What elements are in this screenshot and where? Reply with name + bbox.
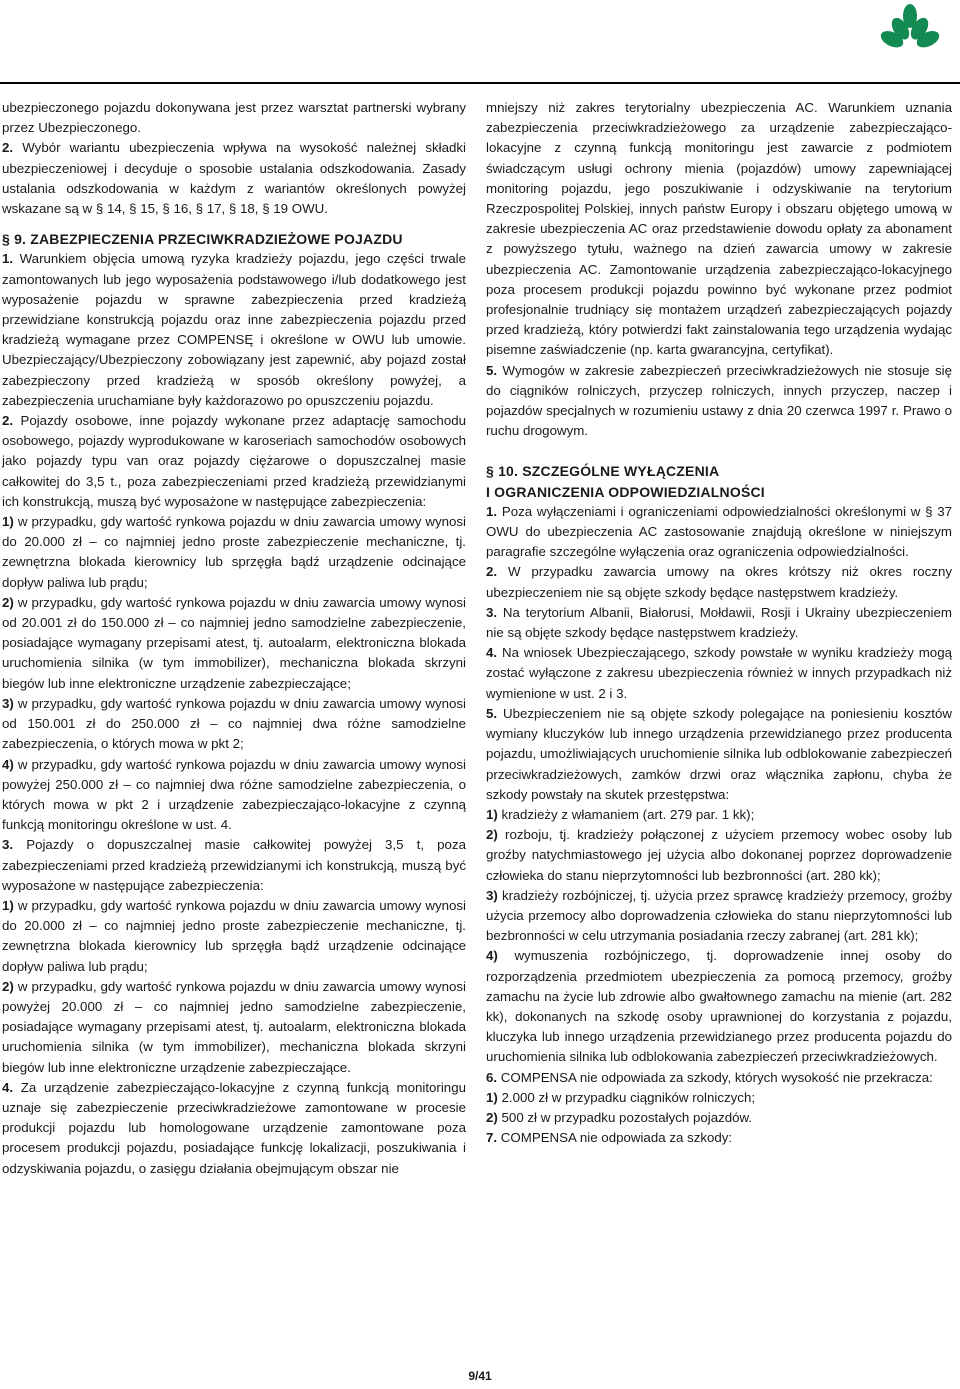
section-title-line-2: I OGRANICZENIA ODPOWIEDZIALNOŚCI: [486, 483, 765, 500]
paragraph: 2. W przypadku zawarcia umowy na okres krótszy niż okres roczny ubezpieczeniem nie są objęte szkody będące następstwem kradzieży.: [486, 564, 952, 600]
list-item: 4) w przypadku, gdy wartość rynkowa pojazdu w dniu zawarcia umowy wynosi powyżej 250.000 zł – co najmniej dwa różne samodzielne zabezpieczenia, o których mowa w pkt 2 i urządzenie zabezpieczająco-lokacyjne z czynną funkcją monitoringu określone w ust. 4.: [2, 756, 466, 833]
list-item: 4) wymuszenia rozbójniczego, tj. doprowadzenie innej osoby do rozporządzenia przedmiotem ubezpieczenia za pomocą przemocy, groźby zamachu na życie lub zdrowie albo gwałtownego zamachu na mienie (art. 282 kk), dokonanych na szkodę osoby uprawnionej do korzystania z pojazdu, kluczyka lub innego urządzenia przewidzianego przez producenta pojazdu do uruchomienia silnika lub odblokowania zabezpieczeń przeciwkradzieżowych.: [486, 948, 952, 1065]
paragraph: 4. Na wniosek Ubezpieczającego, szkody powstałe w wyniku kradzieży mogą zostać wyłączone z zakresu ubezpieczenia również w innych przypadkach niż wymienione w ust. 2 i 3.: [486, 645, 952, 701]
list-item: 1) 2.000 zł w przypadku ciągników rolniczych;: [486, 1089, 756, 1105]
spacer: [2, 219, 466, 229]
paragraph: 4. Za urządzenie zabezpieczająco-lokacyjne z czynną funkcją monitoringu uznaje się zabezpieczenie przeciwkradzieżowe zamontowane w procesie produkcji pojazdu lub homologowane urządzenie zamontowane poza procesem produkcji pojazdu, posiadające funkcję lokalizacji, poszukiwania i odzyskiwania pojazdu, o zasięgu działania obejmującym obszar nie: [2, 1079, 466, 1176]
paragraph: 2. Pojazdy osobowe, inne pojazdy wykonane przez adaptację samochodu osobowego, pojazdy wyprodukowane w karoseriach samochodów osobowych jako pojazdy typu van oraz pojazdy ciężarowe o dopuszczalnej masie całkowitej do 3,5 t., poza zabezpieczeniami przed kradzieżą przewidzianymi ich konstrukcją, muszą być wyposażone w następujące zabezpieczenia:: [2, 413, 467, 509]
paragraph: mniejszy niż zakres terytorialny ubezpieczenia AC. Warunkiem uznania zabezpieczenia przeciwkradzieżowego za urządzenie zabezpieczająco-lokacyjne z czynną funkcją monitoringu jest zawarcie z podmiotem świadczącym usługi ochrony mienia (pojazdów) umowy zapewniającej monitoring pojazdu, jego poszukiwanie i odzyskiwanie na terytorium Rzeczpospolitej Polskiej, innych państw Europy i obszaru objętego umową w zakresie ubezpieczenia AC oraz przedstawienie dowodu opłaty za abonament z powyższego tytułu, ważnego na dzień zawarcia umowy w zakresie ubezpieczenia AC. Zamontowanie urządzenia zabezpieczająco-lokacyjnego poza procesem produkcji pojazdu powinno być wykonane przez podmiot profesjonalnie trudniący się montażem urządzeń zabezpieczających pojazdy przed kradzieżą, który potwierdzi fakt zainstalowania tego urządzenia wydając pisemne zaświadczenie (np. karta gwarancyjna, certyfikat).: [486, 100, 952, 358]
list-item: 3) kradzieży rozbójniczej, tj. użycia przez sprawcę kradzieży przemocy, groźby użycia przemocy albo doprowadzenia człowieka do stanu nieprzytomności lub bezbronności w celu utrzymania posiadania rzeczy zabranej (art. 281 kk);: [486, 887, 952, 944]
section-title: § 10. SZCZEGÓLNE WYŁĄCZENIA: [486, 463, 720, 480]
paragraph: 2. Wybór wariantu ubezpieczenia wpływa na wysokość należnej składki ubezpieczeniowej i decyduje o sposobie ustalania odszkodowania. Zasady ustalania odszkodowania w każdym z wariantów określonych powyżej wskazane są w § 14, § 15, § 16, § 17, § 18, § 19 OWU.: [2, 140, 466, 217]
spacer: [486, 441, 952, 461]
list-item: 2) w przypadku, gdy wartość rynkowa pojazdu w dniu zawarcia umowy wynosi powyżej 20.000 zł – co najmniej jedno samodzielne zabezpieczenie, posiadające wymagany przepisami atest, tj. autoalarm, elektroniczna blokada uruchomienia silnika (w tym immobilizer), mechaniczna blokada skrzyni biegów lub inne elektroniczne urządzenie zabezpieczające.: [2, 978, 466, 1075]
page-number: 9/41: [468, 1369, 492, 1383]
list-item: 3) w przypadku, gdy wartość rynkowa pojazdu w dniu zawarcia umowy wynosi od 150.001 zł do 250.000 zł – co najmniej dwa różne samodzielne zabezpieczenia, o których mowa w pkt 2;: [2, 695, 466, 752]
paragraph: 1. Warunkiem objęcia umową ryzyka kradzieży pojazdu, jego części trwale zamontowanych lub jego wyposażenia podstawowego i/lub dodatkowego jest wyposażenie pojazdu w sprawne zabezpieczenia przed kradzieżą przewidziane konstrukcją pojazdu oraz inne zabezpieczenia pojazdu przed kradzieżą wymagane przez COMPENSĘ i określone w OWU lub umowie. Ubezpieczający/Ubezpieczony zobowiązany jest zapewnić, aby pojazd został zabezpieczony przed kradzieżą w sposób określony powyżej, a zabezpieczenia uruchamiane były każdorazowo po opuszczeniu pojazdu.: [2, 251, 466, 408]
paragraph: 5. Ubezpieczeniem nie są objęte szkody polegające na poniesieniu kosztów wymiany kluczyków lub innego urządzenia przewidzianego przez producenta pojazdu, umożliwiających uruchomienie silnika lub odblokowanie zabezpieczeń przeciwkradzieżowych, zamków drzwi oraz włącznika zapłonu, chyba że szkody powstały na skutek przestępstwa:: [486, 705, 952, 802]
paragraph: ubezpieczonego pojazdu dokonywana jest przez warsztat partnerski wybrany przez Ubezpieczonego.: [2, 100, 466, 136]
paragraph: 3. Na terytorium Albanii, Białorusi, Mołdawii, Rosji i Ukrainy ubezpieczeniem nie są objęte szkody będące następstwem kradzieży.: [486, 604, 952, 641]
list-item: 1) w przypadku, gdy wartość rynkowa pojazdu w dniu zawarcia umowy wynosi do 20.000 zł – co najmniej jedno proste zabezpieczenie mechaniczne, tj. zewnętrzna blokada kierownicy lub sprzęgła bądź urządzenie odcinające dopływ paliwa lub prądu;: [2, 514, 466, 590]
list-item: 2) w przypadku, gdy wartość rynkowa pojazdu w dniu zawarcia umowy wynosi od 20.001 zł do 150.000 zł – co najmniej jedno samodzielne zabezpieczenie, posiadające wymagany przepisami atest, tj. autoalarm, elektroniczna blokada uruchomienia silnika (w tym immobilizer), mechaniczna blokada skrzyni biegów lub inne elektroniczne urządzenie zabezpieczające;: [2, 594, 466, 691]
left-column: [2, 98, 466, 1179]
paragraph: 6. COMPENSA nie odpowiada za szkody, których wysokość nie przekracza:: [486, 1069, 933, 1085]
section-title: § 9. ZABEZPIECZENIA PRZECIWKRADZIEŻOWE POJAZDU: [2, 231, 403, 248]
header-rule: [0, 82, 960, 84]
list-item: 1) kradzieży z włamaniem (art. 279 par. 1 kk);: [486, 806, 755, 822]
list-item: 1) w przypadku, gdy wartość rynkowa pojazdu w dniu zawarcia umowy wynosi do 20.000 zł – co najmniej jedno proste zabezpieczenie mechaniczne, tj. zewnętrzna blokada kierownicy lub sprzęgła bądź urządzenie odcinające dopływ paliwa lub prądu;: [2, 897, 466, 974]
paragraph: 3. Pojazdy o dopuszczalnej masie całkowitej powyżej 3,5 t, poza zabezpieczeniami przed kradzieżą przewidzianymi ich konstrukcją, muszą być wyposażone w następujące zabezpieczenia:: [2, 837, 466, 893]
list-item: 2) 500 zł w przypadku pozostałych pojazdów.: [486, 1109, 753, 1125]
right-column: [486, 98, 952, 1148]
paragraph: 5. Wymogów w zakresie zabezpieczeń przeciwkradzieżowych nie stosuje się do ciągników rolniczych, przyczep rolniczych, innych przyczep, naczep i pojazdów specjalnych w rozumieniu ustawy z dnia 20 czerwca 1997 r. Prawo o ruchu drogowym.: [486, 362, 952, 439]
compensa-leaf-logo: [862, 4, 958, 56]
leaf-fan-icon: [862, 4, 958, 56]
paragraph: 1. Poza wyłączeniami i ograniczeniami odpowiedzialności określonymi w § 37 OWU do ubezpieczenia AC zastosowanie znajdują określone w niniejszym paragrafie szczególne wyłączenia oraz ograniczenia odpowiedzialności.: [486, 503, 952, 560]
list-item: 2) rozboju, tj. kradzieży połączonej z użyciem przemocy wobec osoby lub groźby natychmiastowego jej użycia albo dokonanej poprzez doprowadzenie człowieka do stanu nieprzytomności lub bezbronności (art. 280 kk);: [486, 827, 952, 883]
paragraph: 7. COMPENSA nie odpowiada za szkody:: [486, 1130, 733, 1146]
